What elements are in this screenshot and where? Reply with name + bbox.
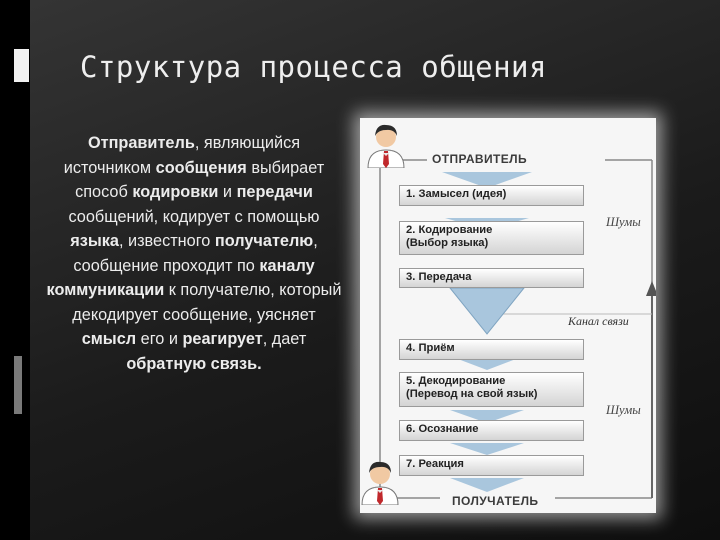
noise-label-bottom: Шумы <box>606 403 641 417</box>
step-6-awareness: 6. Осознание <box>399 420 584 441</box>
term-message: сообщения <box>155 158 247 177</box>
step-4-reception: 4. Приём <box>399 339 584 360</box>
edge-mark-top <box>14 49 26 82</box>
channel-label: Канал связи <box>568 314 629 328</box>
edge-mark-bottom <box>14 356 22 414</box>
description-text: Отправитель, являющийся источником сообщения выбирает способ кодировки и передачи сообщений, кодирует с помощью языка, известного получателю, сообщение проходит по каналу коммуникации к получателю, который декодирует сообщение, уясняет смысл его и реагирует, дает обратную связь. <box>46 134 342 373</box>
funnel-channel <box>450 288 524 334</box>
term-reacts: реагирует <box>182 330 263 348</box>
step-3-transfer: 3. Передача <box>399 268 584 288</box>
term-receiver: получателю <box>214 232 314 250</box>
edge-mark-top-thin <box>26 49 29 82</box>
term-sender: Отправитель <box>87 134 195 152</box>
step-5-decoding: 5. Декодирование (Перевод на свой язык) <box>399 372 584 407</box>
noise-label-top: Шумы <box>606 215 641 229</box>
funnel-6 <box>450 443 524 455</box>
term-meaning: смысл <box>81 330 137 348</box>
receiver-person-icon <box>356 457 404 505</box>
communication-process-diagram <box>360 118 656 513</box>
step-2-encoding: 2. Кодирование (Выбор языка) <box>399 221 584 255</box>
feedback-arrowhead <box>646 281 656 296</box>
term-language: языка <box>70 232 119 250</box>
step-7-reaction: 7. Реакция <box>399 455 584 476</box>
sender-header: ОТПРАВИТЕЛЬ <box>432 152 527 166</box>
term-feedback: обратную связь. <box>126 354 262 373</box>
term-transfer: передачи <box>236 183 313 201</box>
funnel-7 <box>450 478 524 492</box>
receiver-header: ПОЛУЧАТЕЛЬ <box>452 494 539 508</box>
sender-person-icon <box>362 120 410 168</box>
slide-title: Структура процесса общения <box>80 50 547 84</box>
step-1-idea: 1. Замысел (идея) <box>399 185 584 206</box>
term-encoding: кодировки <box>132 183 219 201</box>
term-channel: каналу коммуникации <box>46 256 315 299</box>
